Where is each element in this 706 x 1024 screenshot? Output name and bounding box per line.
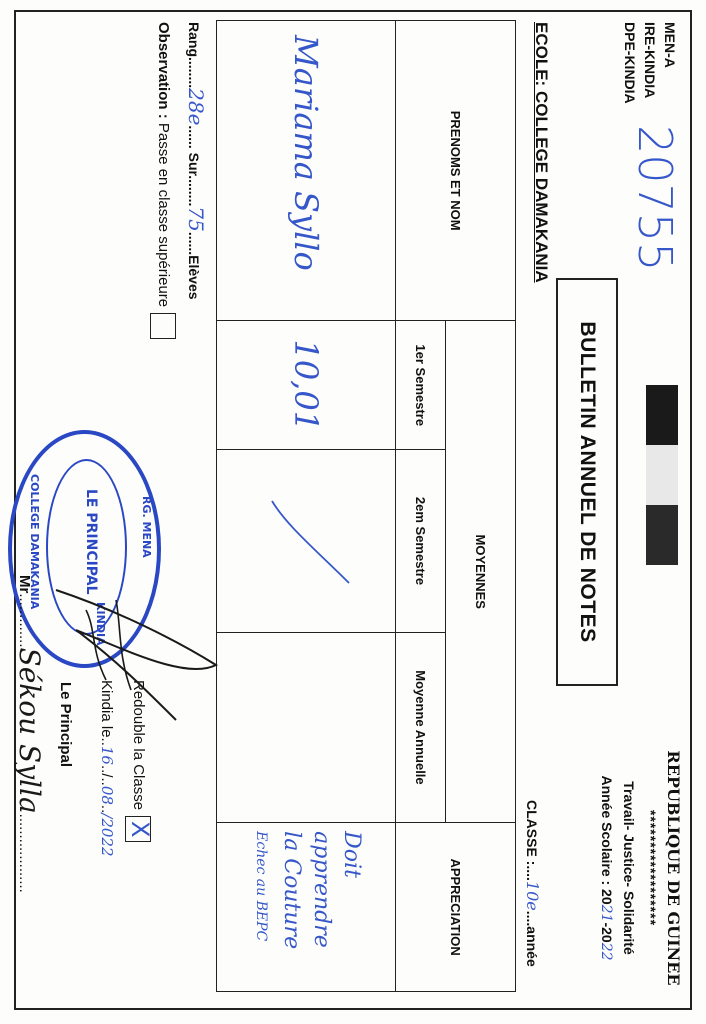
observation-label: Observation : <box>155 22 173 119</box>
class-line <box>523 800 542 967</box>
date-sep: ../.. <box>98 764 115 786</box>
rank-sur: Sur <box>186 152 202 176</box>
col-header-appreciation: APPRECIATION <box>396 823 516 992</box>
stamp-center: LE PRINCIPAL <box>83 489 99 595</box>
date-year: /2022 <box>98 813 116 857</box>
date-day: 16 <box>98 745 116 765</box>
rank-label: Rang <box>186 22 202 57</box>
stars-line: ****************** <box>643 809 659 927</box>
redouble-checkbox[interactable] <box>125 816 154 842</box>
redouble-label: Redouble la Classe <box>130 680 148 811</box>
stamp-line-3: COLLEGE DAMAKANIA <box>28 474 41 610</box>
school-year-label: Année Scolaire : 20 <box>599 775 615 905</box>
annual-grade <box>217 632 396 822</box>
flag-stripe-3 <box>646 505 678 565</box>
col-header-name: PRENOMS ET NOM <box>396 21 516 321</box>
grades-table <box>216 20 516 992</box>
rank-value: 28e <box>184 88 208 126</box>
observation-checkbox[interactable] <box>150 313 176 339</box>
appreciation-line-3: Echec au BEPC <box>253 831 269 942</box>
col-header-annual: Moyenne Annuelle <box>396 632 446 822</box>
appreciation-line-1: Doit apprendre <box>309 831 364 948</box>
class-suffix: année <box>524 926 540 967</box>
rank-suffix: Elèves <box>186 255 202 300</box>
sem2-grade <box>217 450 396 633</box>
principal-prefix: Mr <box>16 575 33 594</box>
sem1-grade: 10,01 <box>217 321 396 450</box>
strike-through-mark <box>258 491 358 591</box>
stamp-line-1: RG. MENA <box>140 496 153 558</box>
appreciation-cell <box>217 823 396 992</box>
principal-name-line <box>13 575 46 893</box>
rank-dots-3: ........ <box>186 175 202 207</box>
class-dots-2: .... <box>524 910 540 927</box>
school-year-end: 22 <box>598 942 614 961</box>
stamp-line-2: KINDIA <box>94 602 107 646</box>
rank-total: 75 <box>184 206 208 232</box>
principal-dots-1: ............. <box>16 593 33 648</box>
ministry-men: MEN-A <box>662 22 678 68</box>
principal-title: Le Principal <box>57 682 74 768</box>
date-dots-1: .. <box>98 737 115 746</box>
date-label: Kindia le <box>98 680 115 738</box>
guinea-flag <box>646 385 678 565</box>
rank-line <box>184 22 208 300</box>
republic-header <box>595 728 684 1008</box>
appreciation-line-2: la Couture <box>279 831 304 950</box>
ministry-ire: IRE-KINDIA <box>642 22 658 99</box>
ministry-header <box>620 22 680 104</box>
flag-stripe-2 <box>646 445 678 505</box>
observation-line <box>150 22 176 339</box>
rank-dots-4: ...... <box>186 231 202 256</box>
school-name: ECOLE: COLLEGE DAMAKANIA <box>532 22 551 283</box>
report-title: BULLETIN ANNUEL DE NOTES <box>556 278 618 686</box>
handwritten-number: 20755 <box>628 125 682 272</box>
principal-name: Sékou Sylla <box>13 647 46 814</box>
col-header-sem2: 2em Semestre <box>396 450 446 633</box>
class-value: 10e <box>523 880 542 911</box>
motto: Travail- Justice- Solidarité <box>621 781 637 955</box>
student-name: Mariama Syllo <box>217 21 396 321</box>
ministry-dpe: DPE-KINDIA <box>622 22 638 104</box>
date-month: 08 <box>98 785 116 805</box>
col-header-sem1: 1er Semestre <box>396 321 446 450</box>
school-year <box>595 728 618 1008</box>
rank-dots-1: ........ <box>186 57 202 89</box>
table-row <box>217 21 396 992</box>
principal-dots-2: ................... <box>16 813 33 893</box>
redouble-mark: X <box>126 821 154 838</box>
flag-stripe-1 <box>646 385 678 445</box>
school-year-mid: -20 <box>599 922 615 943</box>
republic-name: REPUBLIQUE DE GUINEE <box>664 750 683 986</box>
observation-text: Passe en classe supérieure <box>155 122 173 308</box>
col-header-moyennes: MOYENNES <box>446 321 516 823</box>
date-dots-2: .. <box>98 804 115 814</box>
class-label: CLASSE : <box>524 800 540 866</box>
principal-signature <box>36 570 236 750</box>
class-dots-1: .... <box>524 865 540 881</box>
school-year-start: 21 <box>598 904 614 923</box>
rank-dots-2: ...... <box>186 125 202 149</box>
